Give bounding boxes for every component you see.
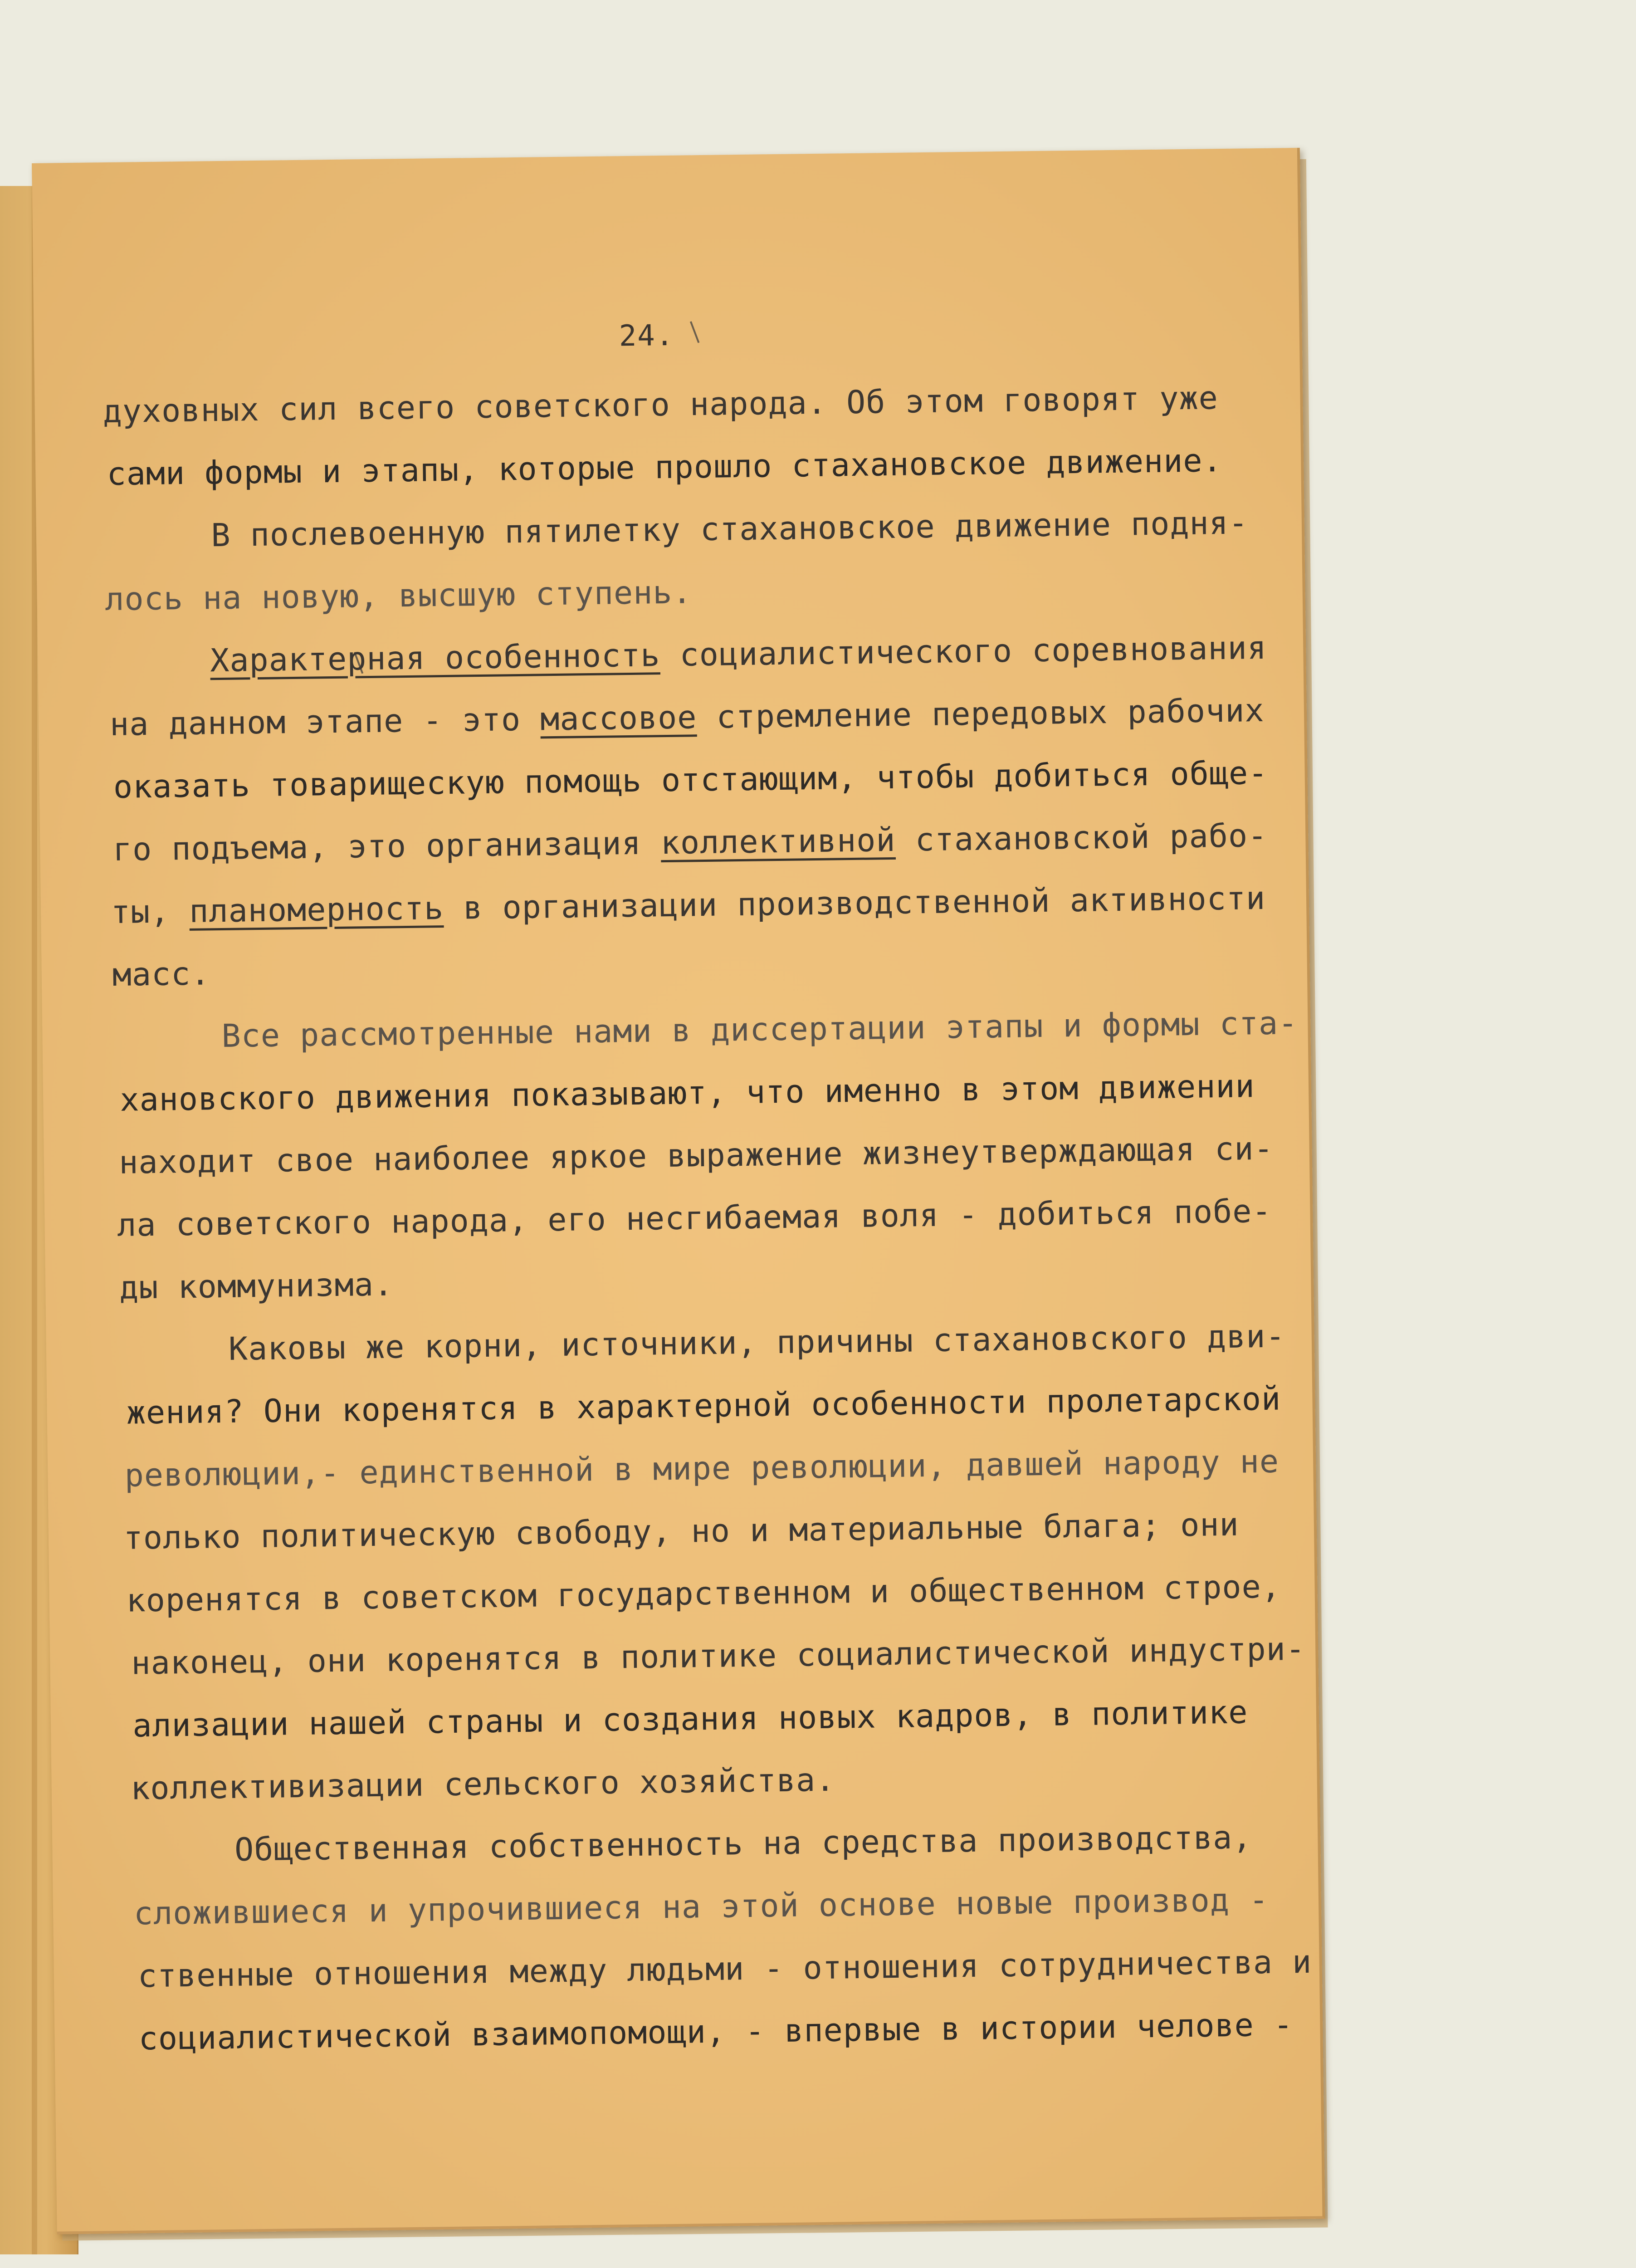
page-number: 24. — [619, 318, 674, 353]
text-run: сами формы и этапы, которые прошло стахановское движение. — [107, 441, 1223, 493]
underlined-phrase: планомерность — [189, 890, 444, 930]
text-run: социалистического соревнования — [659, 629, 1267, 674]
text-run: ты, — [111, 892, 190, 931]
pen-mark — [690, 321, 699, 343]
text-run: жения? Они коренятся в характерной особенности пролетарской — [126, 1380, 1281, 1432]
text-run: революции,- единственной в мире революции, давшей народу не — [124, 1442, 1279, 1494]
text-run: ла советского народа, его несгибаемая воля - добиться побе- — [117, 1192, 1272, 1244]
text-run: стремление передовых рабочих — [696, 691, 1265, 736]
text-run: лось на новую, высшую ступень. — [104, 573, 693, 618]
text-run: масс. — [112, 955, 210, 993]
text-run: ализации нашей страны и создания новых кадров, в политике — [132, 1693, 1248, 1745]
underlined-phrase: Характерная особенность — [210, 636, 660, 679]
text-run: социалистической взаимопомощи, - впервые в истории челове - — [138, 2006, 1294, 2058]
text-line — [138, 1994, 1294, 2070]
text-run: го подъема, это организация — [112, 824, 661, 868]
text-run: Общественная собственность на средства производства, — [234, 1818, 1252, 1868]
text-run: только политическую свободу, но и материальные блага; они — [123, 1505, 1240, 1557]
text-run: ды коммунизма. — [119, 1266, 394, 1306]
text-run: хановского движения показывают, что именно в этом движении — [119, 1067, 1255, 1119]
text-run: наконец, они коренятся в политике социалистической индустри- — [131, 1630, 1306, 1682]
text-run: сложившиеся и упрочившиеся на этой основе новые производ - — [133, 1881, 1269, 1932]
text-run: Все рассмотренные нами в диссертации этапы и формы ста- — [221, 1004, 1298, 1055]
text-run: стахановской рабо- — [895, 816, 1268, 859]
text-run: в организации производственной активности — [443, 879, 1266, 927]
text-run: находит свое наиболее яркое выражение жизнеутверждающая си- — [118, 1129, 1274, 1181]
text-run: Каковы же корни, источники, причины стахановского дви- — [228, 1317, 1286, 1368]
document-page — [32, 148, 1325, 2234]
text-run: коллективизации сельского хозяйства. — [130, 1761, 835, 1807]
underlined-phrase: коллективной — [660, 821, 896, 862]
text-run: духовных сил всего советского народа. Об этом говорят уже — [103, 379, 1219, 430]
body-text — [103, 367, 1312, 2070]
underlined-phrase: массовое — [540, 699, 697, 738]
text-run: оказать товарищескую помощь отстающим, чтобы добиться обще- — [113, 754, 1268, 806]
text-run: ственные отношения между людьми - отношения сотрудничества и — [137, 1943, 1312, 1995]
text-run: на данном этапе - это — [109, 700, 541, 743]
text-run: В послевоенную пятилетку стахановское движение подня- — [210, 504, 1249, 554]
text-run: коренятся в советском государственном и общественном строе, — [126, 1568, 1281, 1619]
